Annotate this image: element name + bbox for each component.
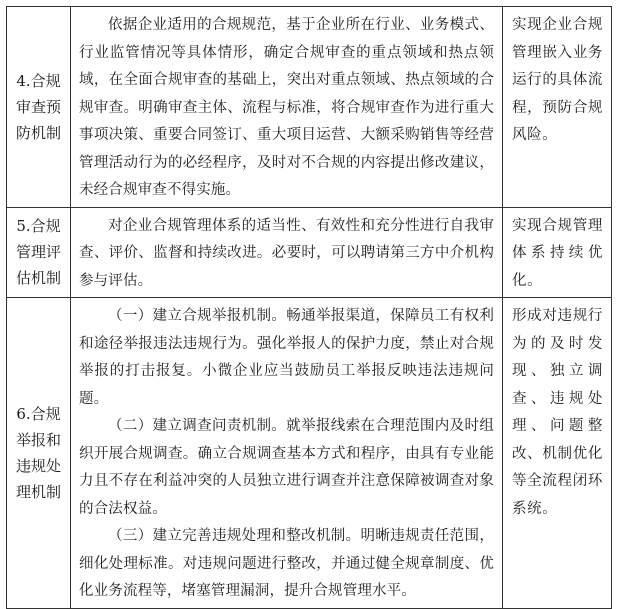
mechanism-name: 6.合规举报和违规处理机制 [7, 298, 71, 609]
mechanism-name: 4.合规审查预防机制 [7, 7, 71, 208]
content-paragraph: （二）建立调查问责机制。就举报线索在合理范围内及时组织开展合规调查。确立合规调查基本方式和程序，由具有专业能力且不存在利益冲突的人员独立进行调查并注意保障被调查对象的合法权益。 [79, 418, 494, 517]
mechanism-name: 5.合规管理评估机制 [7, 207, 71, 298]
mechanism-content [71, 7, 503, 208]
content-paragraph: 对企业合规管理体系的适当性、有效性和充分性进行自我审查、评价、监督和持续改进。必要时，可以聘请第三方中介机构参与评估。 [79, 217, 494, 289]
table-row [7, 207, 612, 298]
content-paragraph: 依据企业适用的合规规范，基于企业所在行业、业务模式、行业监管情况等具体情形，确定合规审查的重点领域和热点领域，在全面合规审查的基础上，突出对重点领域、热点领域的合规审查。明确审查主体、流程与标准，将合规审查作为进行重大事项决策、重要合同签订、重大项目运营、大额采购销售等经营管理活动行为的必经程序，及时对不合规的内容提出修改建议，未经合规审查不得实施。 [79, 17, 494, 198]
mechanism-content [71, 298, 503, 609]
content-paragraph: （三）建立完善违规处理和整改机制。明晰违规责任范围，细化处理标准。对违规问题进行整改，并通过健全规章制度、优化业务流程等，堵塞管理漏洞，提升合规管理水平。 [79, 528, 494, 599]
mechanism-goal: 实现合规管理体系持续优化。 [503, 207, 612, 298]
compliance-mechanism-table [6, 6, 612, 609]
mechanism-content [71, 207, 503, 298]
content-paragraph: （一）建立合规举报机制。畅通举报渠道，保障员工有权利和途径举报违法违规行为。强化举报人的保护力度，禁止对合规举报的打击报复。小微企业应当鼓励员工举报反映违法违规问题。 [79, 308, 494, 407]
table-row [7, 298, 612, 609]
table-row [7, 7, 612, 208]
mechanism-goal: 实现企业合规管理嵌入业务运行的具体流程，预防合规风险。 [503, 7, 612, 208]
mechanism-goal: 形成对违规行为的及时发现、独立调查、违规处理、问题整改、机制优化等全流程闭环系统。 [503, 298, 612, 609]
